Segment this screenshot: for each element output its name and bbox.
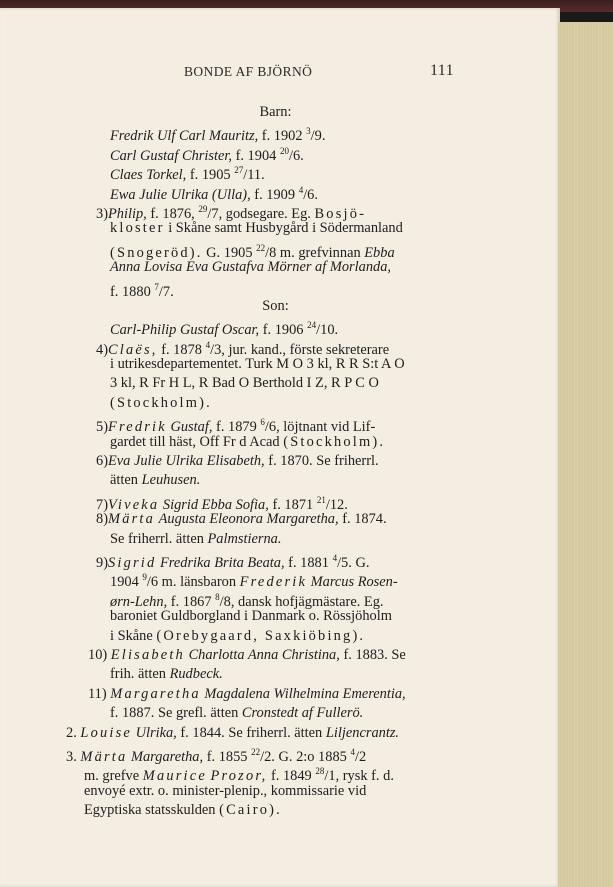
- text-line: 6)Eva Julie Ulrika Elisabeth, f. 1870. Se friherrl.: [96, 453, 379, 470]
- son-heading: Son:: [262, 297, 289, 314]
- text-line: Egyptiska statsskulden (Cairo).: [84, 802, 282, 819]
- text-line: Se friherrl. ätten Palmstierna.: [110, 530, 282, 547]
- text-line: ørn-Lehn, f. 1867 $^8$/8, dansk hofjägmästare. Eg.: [110, 591, 384, 610]
- barn-heading: Barn:: [259, 104, 292, 120]
- text-line: kloster i Skåne samt Husbygård i Södermanland: [110, 220, 403, 237]
- text-line: 3 kl, R Fr H L, R Bad O Berthold I Z, R P C O: [110, 375, 379, 392]
- text-line: Ewa Julie Ulrika (Ulla), f. 1909 $^4$/6.: [110, 184, 318, 203]
- page-number: 111: [430, 62, 455, 79]
- text-line: 8)Märta Augusta Eleonora Margaretha, f. 1874.: [96, 511, 387, 528]
- page-text: [66, 103, 463, 820]
- text-line: m. grefve Maurice Prozor, f. 1849 $^{28}$/1, rysk f. d.: [84, 766, 394, 785]
- running-title: BONDE AF BJÖRNÖ: [184, 64, 313, 79]
- text-line: frih. ätten Rudbeck.: [110, 666, 223, 683]
- text-line: Carl Gustaf Christer, f. 1904 $^{20}$/6.: [110, 145, 304, 164]
- text-line: 5)Fredrik Gustaf, f. 1879 $^6$/6, löjtnant vid Lif-: [96, 417, 376, 436]
- text-line: 9)Sigrid Fredrika Brita Beata, f. 1881 $^4$/5. G.: [96, 552, 370, 571]
- text-line: ätten Leuhusen.: [110, 472, 201, 489]
- text-line: 11) Margaretha Magdalena Wilhelmina Emerentia,: [88, 685, 406, 702]
- text-line: 2. Louise Ulrika, f. 1844. Se friherrl. ätten Liljencrantz.: [66, 724, 400, 741]
- text-line: (Snogeröd). G. 1905 $^{22}$/8 m. grefvinnan Ebba: [110, 242, 395, 261]
- text-line: 1904 $^9$/6 m. länsbaron Frederik Marcus Rosen-: [110, 572, 398, 591]
- text-line: 4)Claës, f. 1878 $^4$/3, jur. kand., förste sekreterare: [96, 339, 390, 358]
- text-line: 7)Viveka Sigrid Ebba Sofia, f. 1871 $^{21}$/12.: [96, 494, 348, 513]
- text-line: f. 1887. Se grefl. ätten Cronstedt af Fullerö.: [110, 705, 364, 722]
- text-line: baroniet Guldborgland i Danmark o. Rössjöholm: [110, 608, 392, 625]
- text-line: Fredrik Ulf Carl Mauritz, f. 1902 $^3$/9.: [110, 126, 326, 145]
- text-line: 10) Elisabeth Charlotta Anna Christina, f. 1883. Se: [88, 646, 406, 663]
- text-line: i Skåne (Orebygaard, Saxkiöbing).: [110, 627, 366, 644]
- text-line: i utrikesdepartementet. Turk M O 3 kl, R R S:t A O: [110, 356, 405, 373]
- text-line: Claes Torkel, f. 1905 $^{27}$/11.: [110, 165, 265, 184]
- text-line: Carl-Philip Gustaf Oscar, f. 1906 $^{24}$/10.: [110, 320, 339, 339]
- text-line: (Stockholm).: [110, 394, 212, 411]
- text-line: 3)Philip, f. 1876, $^{29}$/7, godsegare. Eg. Bosjö-: [96, 203, 367, 222]
- text-line: Anna Lovisa Eva Gustafva Mörner af Morlanda,: [110, 259, 391, 276]
- text-line: f. 1880 $^7$/7.: [110, 281, 174, 300]
- text-line: gardet till häst, Off Fr d Acad (Stockholm).: [110, 433, 386, 450]
- text-line: envoyé extr. o. minister-plenip., kommissarie vid: [84, 782, 367, 799]
- page-edges: [558, 22, 613, 887]
- text-line: 3. Märta Margaretha, f. 1855 $^{22}$/2. G. 2:o 1885 $^4$/2: [66, 746, 367, 765]
